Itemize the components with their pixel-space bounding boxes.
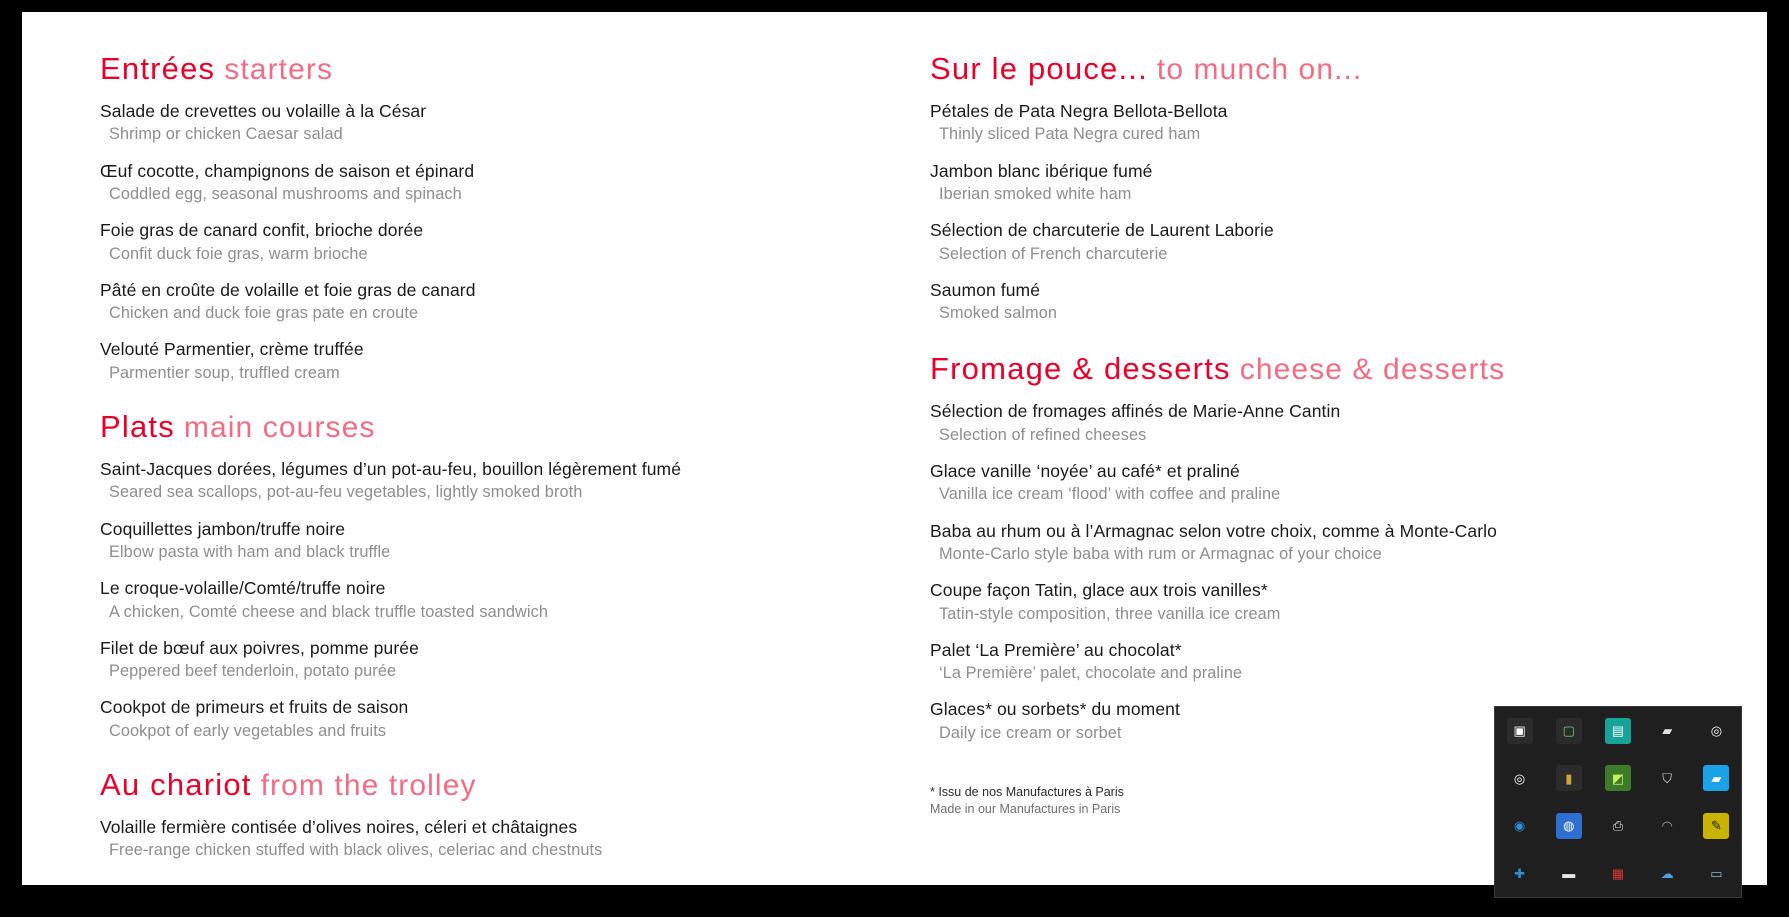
system-tray-overflow-panel[interactable]: [1494, 706, 1742, 898]
menu-item: [930, 579, 1670, 625]
menu-item: [100, 518, 860, 564]
menu-item-fr: Glace vanille ‘noyée’ au café* et praliné: [930, 461, 1240, 481]
menu-item: [100, 637, 860, 683]
menu-item-fr: Filet de bœuf aux poivres, pomme purée: [100, 637, 419, 658]
section-heading: [100, 52, 860, 86]
security-shield-icon[interactable]: ⛉: [1654, 765, 1680, 791]
menu-item: [100, 577, 860, 623]
menu-item: [930, 520, 1670, 566]
menu-section-entrees: [100, 52, 860, 384]
section-heading-en: from the trolley: [260, 768, 477, 802]
menu-column-right: [930, 12, 1670, 818]
at-globe-icon[interactable]: ◎: [1703, 718, 1729, 744]
bluetooth-icon[interactable]: ✚: [1507, 860, 1533, 886]
menu-section-sur-le-pouce: [930, 52, 1670, 324]
cloud-app-icon[interactable]: ◍: [1556, 813, 1582, 839]
menu-item-fr: Saint-Jacques dorées, légumes d’un pot-au-feu, bouillon légèrement fumé: [100, 459, 682, 479]
section-heading-en: main courses: [183, 410, 376, 444]
section-heading-en: cheese & desserts: [1239, 353, 1506, 387]
menu-item-en: Selection of refined cheeses: [939, 425, 1147, 444]
shield-check-icon[interactable]: ▢: [1556, 718, 1582, 744]
menu-item-en: Smoked salmon: [939, 304, 1058, 323]
menu-item-en: Cookpot of early vegetables and fruits: [109, 721, 387, 740]
footnote-en: Made in our Manufactures in Paris: [930, 801, 1121, 816]
section-heading: [100, 410, 860, 444]
menu-item-fr: Baba au rhum ou à l’Armagnac selon votre choix, comme à Monte-Carlo: [930, 520, 1497, 541]
menu-section-plats: [100, 410, 860, 742]
section-heading: [930, 52, 1670, 86]
onedrive-cloud-icon[interactable]: ☁: [1654, 860, 1680, 886]
menu-item-en: Elbow pasta with ham and black truffle: [109, 542, 391, 561]
menu-item-en: Tatin-style composition, three vanilla ice cream: [939, 604, 1281, 623]
menu-item-en: Shrimp or chicken Caesar salad: [109, 125, 343, 144]
menu-item-en: Parmentier soup, truffled cream: [109, 363, 340, 382]
menu-section-au-chariot: [100, 768, 860, 862]
menu-column-left: [100, 12, 860, 863]
menu-section-fromage-desserts: [930, 352, 1670, 743]
menu-item: [100, 338, 860, 384]
spiral-sync-icon[interactable]: ◉: [1507, 813, 1533, 839]
menu-item-fr: Foie gras de canard confit, brioche dorée: [100, 220, 424, 241]
nvidia-settings-icon[interactable]: ◩: [1605, 765, 1631, 791]
menu-item: [930, 639, 1670, 685]
section-heading-fr: Entrées: [100, 51, 216, 86]
footnote-fr: * Issu de nos Manufactures à Paris: [930, 784, 1124, 799]
menu-item-en: Peppered beef tenderloin, potato purée: [109, 662, 397, 681]
menu-item: [930, 219, 1670, 265]
menu-item-en: Thinly sliced Pata Negra cured ham: [939, 125, 1201, 144]
menu-item: [100, 219, 860, 265]
screen-share-icon[interactable]: ▭: [1703, 860, 1729, 886]
menu-item-fr: Jambon blanc ibérique fumé: [930, 160, 1153, 181]
menu-item-fr: Œuf cocotte, champignons de saison et épinard: [100, 160, 475, 181]
gift-box-icon[interactable]: ▦: [1605, 860, 1631, 886]
menu-item-en: ‘La Première’ palet, chocolate and praline: [939, 664, 1243, 683]
menu-item-fr: Coquillettes jambon/truffe noire: [100, 518, 346, 539]
section-heading-en: to munch on...: [1156, 53, 1363, 86]
section-heading: [100, 768, 860, 802]
menu-item-fr: Palet ‘La Première’ au chocolat*: [930, 639, 1182, 660]
display-settings-icon[interactable]: ▣: [1507, 718, 1533, 744]
menu-item-fr: Coupe façon Tatin, glace aux trois vanilles*: [930, 580, 1268, 601]
menu-item: [930, 400, 1670, 446]
wifi-signal-icon[interactable]: ▰: [1654, 718, 1680, 744]
menu-item-en: Chicken and duck foie gras pate en croute: [109, 304, 419, 323]
menu-item-fr: Cookpot de primeurs et fruits de saison: [100, 697, 409, 718]
menu-item-fr: Pâté en croûte de volaille et foie gras de canard: [100, 279, 476, 300]
menu-item: [100, 458, 860, 504]
menu-item-fr: Saumon fumé: [930, 279, 1041, 300]
menu-item-en: A chicken, Comté cheese and black truffle toasted sandwich: [109, 602, 549, 621]
menu-item: [100, 100, 860, 146]
menu-item: [100, 279, 860, 325]
remote-desktop-icon[interactable]: ▤: [1605, 718, 1631, 744]
menu-item-fr: Glaces* ou sorbets* du moment: [930, 699, 1180, 720]
menu-item-fr: Pétales de Pata Negra Bellota-Bellota: [930, 101, 1228, 122]
at-globe-alt-icon[interactable]: ◎: [1507, 765, 1533, 791]
menu-item: [100, 816, 860, 862]
section-heading: [930, 352, 1670, 386]
menu-item-en: Free-range chicken stuffed with black olives, celeriac and chestnuts: [109, 841, 603, 860]
menu-item-en: Vanilla ice cream ‘flood’ with coffee and praline: [939, 485, 1281, 504]
menu-item: [100, 160, 860, 206]
menu-item: [930, 160, 1670, 206]
note-pencil-icon[interactable]: ✎: [1703, 813, 1729, 839]
menu-item-en: Coddled egg, seasonal mushrooms and spinach: [109, 185, 462, 204]
battery-meter-icon[interactable]: ▮: [1556, 765, 1582, 791]
menu-item-fr: Sélection de charcuterie de Laurent Laborie: [930, 220, 1274, 241]
section-heading-fr: Plats: [100, 408, 175, 444]
menu-item: [930, 279, 1670, 325]
menu-item-fr: Salade de crevettes ou volaille à la César: [100, 101, 427, 122]
menu-item-en: Confit duck foie gras, warm brioche: [109, 244, 368, 263]
menu-item-en: Daily ice cream or sorbet: [939, 723, 1122, 742]
menu-item: [930, 100, 1670, 146]
printer-icon[interactable]: ⎙: [1605, 813, 1631, 839]
section-heading-fr: Au chariot: [100, 766, 252, 802]
menu-item: [100, 696, 860, 742]
menu-item-en: Iberian smoked white ham: [939, 185, 1132, 204]
wifi-active-icon[interactable]: ▰: [1703, 765, 1729, 791]
menu-item-fr: Le croque-volaille/Comté/truffe noire: [100, 578, 386, 599]
menu-item-en: Selection of French charcuterie: [939, 244, 1168, 263]
menu-item-en: Seared sea scallops, pot-au-feu vegetables, lightly smoked broth: [109, 483, 583, 502]
menu-item-en: Monte-Carlo style baba with rum or Armagnac of your choice: [939, 544, 1382, 563]
battery-full-icon[interactable]: ▬: [1556, 860, 1582, 886]
vpn-connect-icon[interactable]: ◠: [1654, 813, 1680, 839]
menu-item-fr: Volaille fermière contisée d’olives noires, céleri et châtaignes: [100, 816, 578, 837]
section-heading-fr: Sur le pouce...: [930, 51, 1148, 86]
section-heading-fr: Fromage & desserts: [930, 351, 1231, 387]
menu-item-fr: Sélection de fromages affinés de Marie-Anne Cantin: [930, 401, 1341, 422]
menu-item: [930, 460, 1670, 506]
menu-item-fr: Velouté Parmentier, crème truffée: [100, 339, 364, 360]
section-heading-en: starters: [224, 53, 334, 86]
